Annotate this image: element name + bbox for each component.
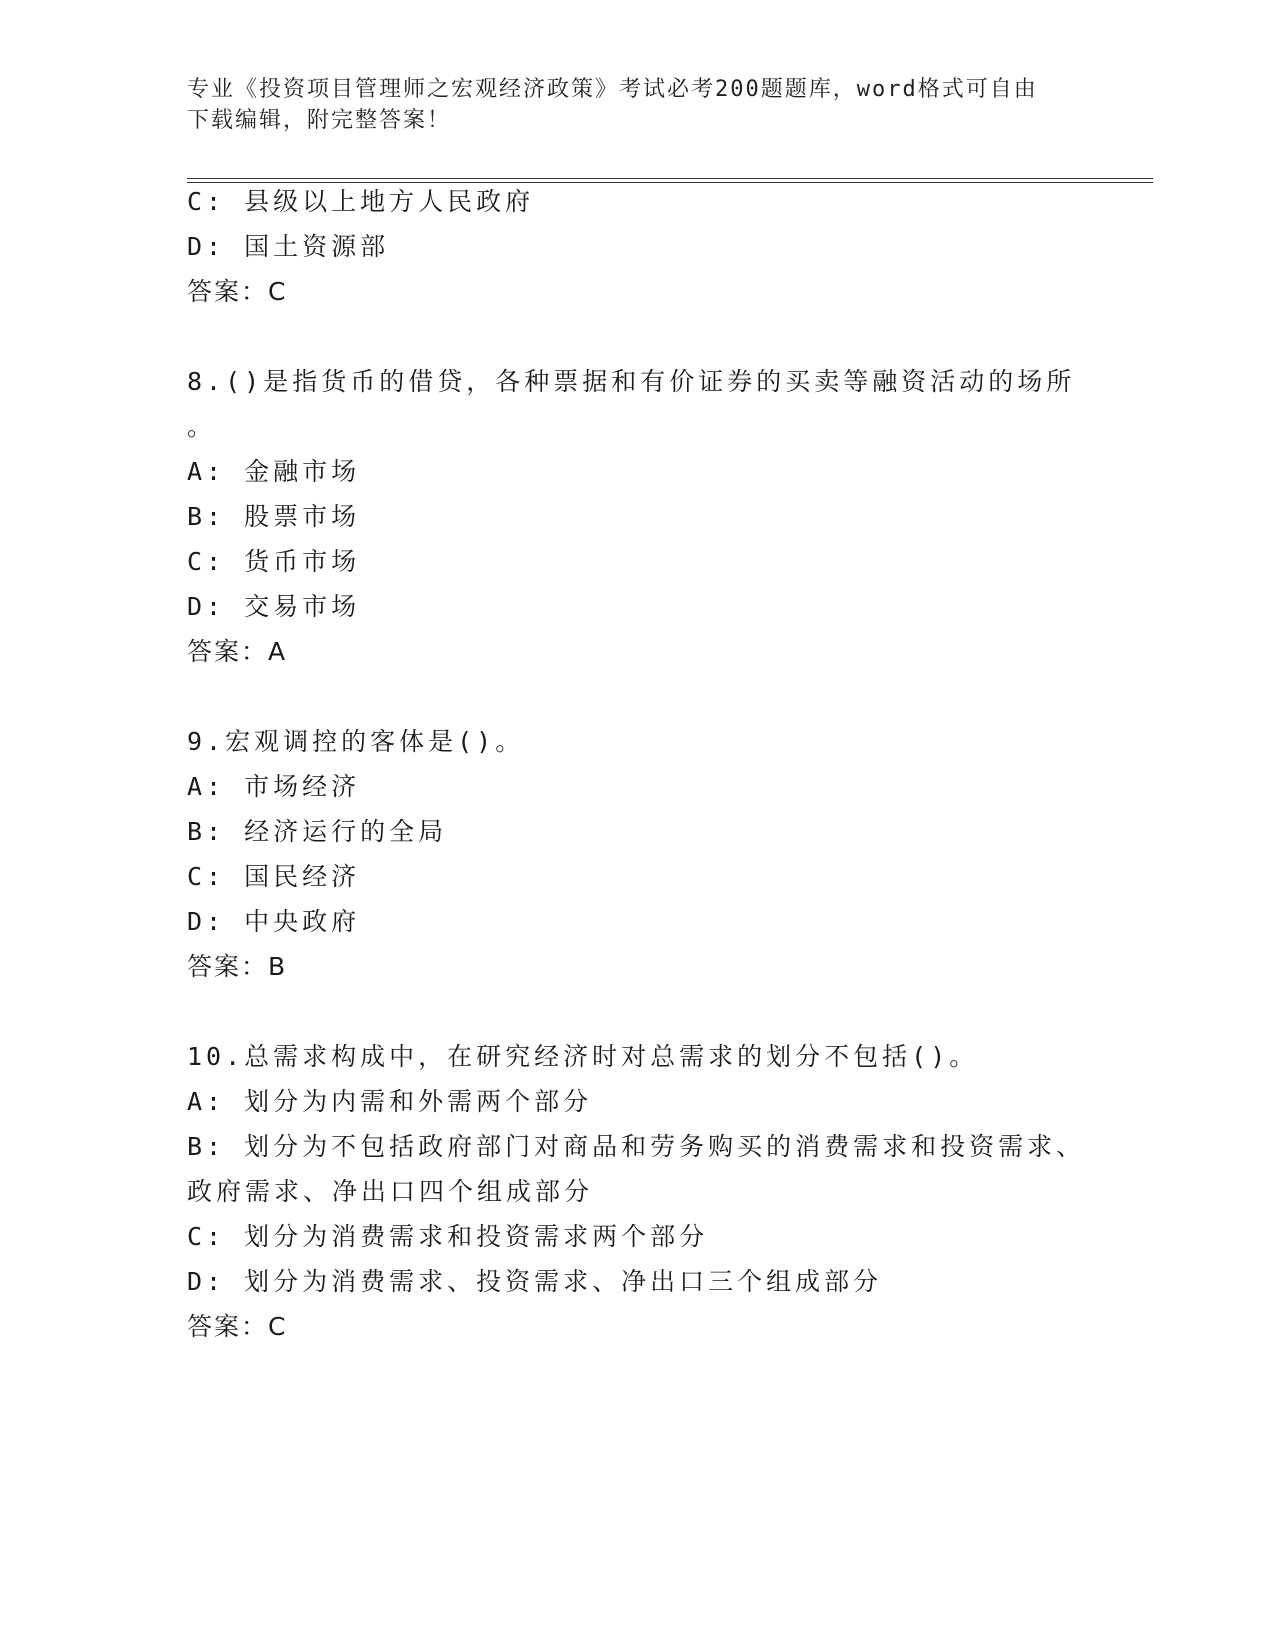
q8-stem-line-1: 8.()是指货币的借贷，各种票据和有价证券的买卖等融资活动的场所 (187, 367, 1076, 396)
q10-option-d: D: 划分为消费需求、投资需求、净出口三个组成部分 (187, 1267, 883, 1296)
q8-option-b: B: 股票市场 (187, 502, 361, 531)
q10-option-c: C: 划分为消费需求和投资需求两个部分 (187, 1222, 709, 1251)
q10-option-b-line-1: B: 划分为不包括政府部门对商品和劳务购买的消费需求和投资需求、 (187, 1132, 1086, 1161)
q8-option-c: C: 货币市场 (187, 547, 361, 576)
prev-answer: 答案：C (187, 277, 288, 306)
q10-option-a: A: 划分为内需和外需两个部分 (187, 1087, 593, 1116)
q8-option-a: A: 金融市场 (187, 457, 361, 486)
prev-option-c: C: 县级以上地方人民政府 (187, 187, 535, 216)
q8-stem-line-2: 。 (187, 412, 217, 441)
document-header (187, 74, 1067, 136)
q9-option-c: C: 国民经济 (187, 862, 361, 891)
q9-stem: 9.宏观调控的客体是()。 (187, 727, 525, 756)
q9-option-b: B: 经济运行的全局 (187, 817, 448, 846)
q9-answer: 答案：B (187, 952, 288, 981)
q8-answer: 答案：A (187, 637, 288, 666)
q9-option-a: A: 市场经济 (187, 772, 361, 801)
q10-option-b-line-2: 政府需求、净出口四个组成部分 (187, 1177, 594, 1206)
q9-option-d: D: 中央政府 (187, 907, 361, 936)
q8-option-d: D: 交易市场 (187, 592, 361, 621)
header-line-1: 专业《投资项目管理师之宏观经济政策》考试必考200题题库，word格式可自由 (187, 77, 1038, 102)
q10-stem: 10.总需求构成中，在研究经济时对总需求的划分不包括()。 (187, 1042, 979, 1071)
header-divider (187, 178, 1153, 183)
header-line-2: 下载编辑，附完整答案！ (187, 108, 452, 133)
q10-answer: 答案：C (187, 1312, 288, 1341)
prev-option-d: D: 国土资源部 (187, 232, 390, 261)
